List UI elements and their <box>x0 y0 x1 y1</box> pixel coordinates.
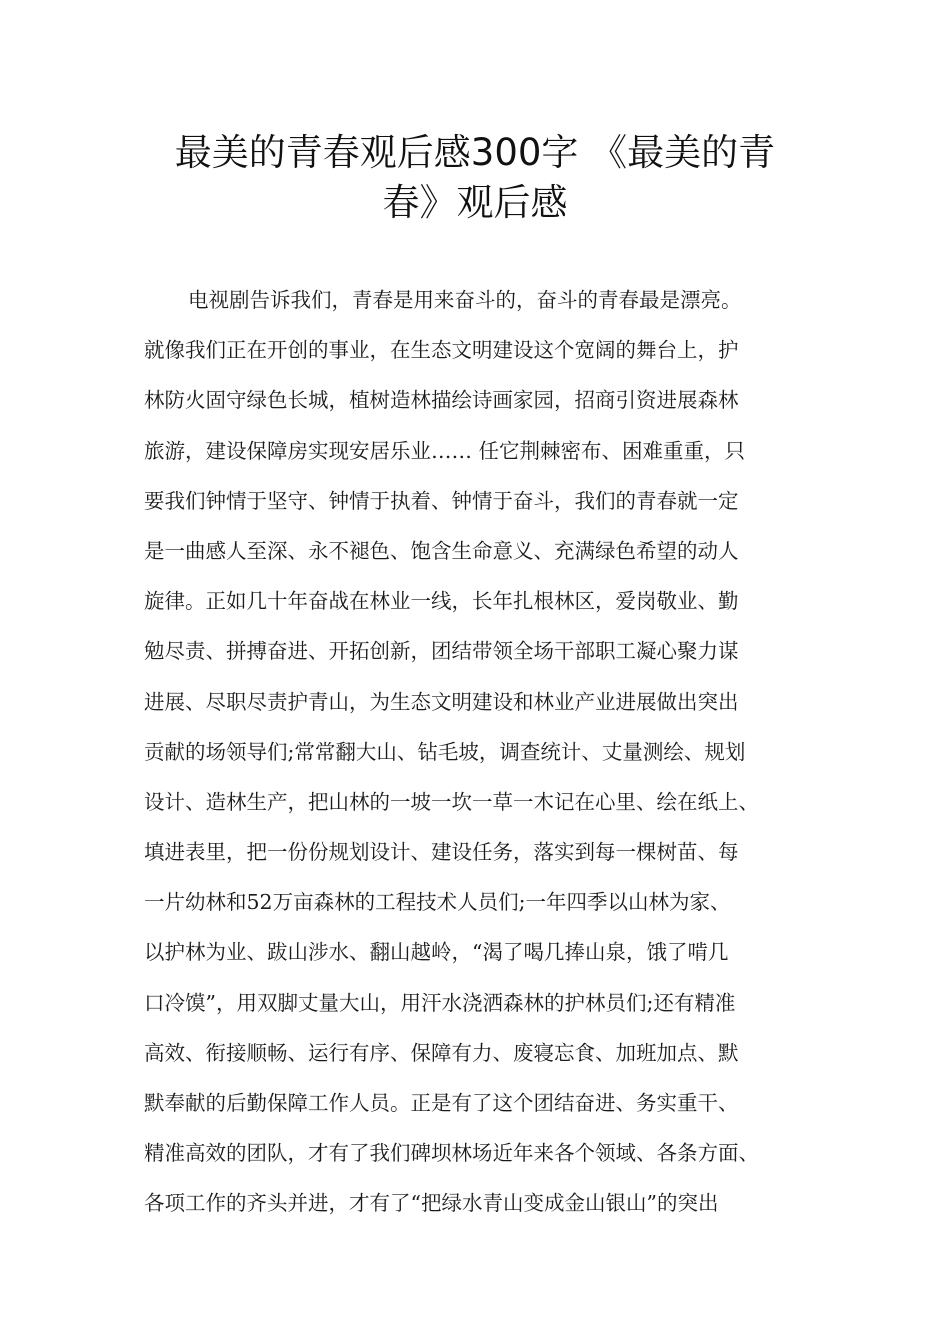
body-line: 贡献的场领导们;常常翻大山、钻毛坡，调查统计、丈量测绘、规划 <box>144 739 746 764</box>
body-line: 旅游，建设保障房实现安居乐业…… 任它荆棘密布、困难重重，只 <box>144 438 746 463</box>
body-line: 以护林为业、跋山涉水、翻山越岭，“渴了喝几捧山泉，饿了啃几 <box>144 940 729 965</box>
body-line: 精准高效的团队，才有了我们碑坝林场近年来各个领域、各条方面、 <box>144 1141 759 1166</box>
title-line-1: 最美的青春观后感300字 《最美的青 <box>174 131 776 174</box>
document-title <box>120 128 830 228</box>
body-line: 填进表里，把一份份规划设计、建设任务，落实到每一棵树苗、每 <box>144 840 739 865</box>
title-line-2: 春》观后感 <box>382 181 568 224</box>
body-line: 要我们钟情于坚守、钟情于执着、钟情于奋斗，我们的青春就一定 <box>144 488 739 513</box>
body-line: 各项工作的齐头并进，才有了“把绿水青山变成金山银山”的突出 <box>144 1191 719 1216</box>
body-line: 林防火固守绿色长城，植树造林描绘诗画家园，招商引资进展森林 <box>144 388 739 413</box>
document-body <box>144 275 824 1229</box>
body-line: 设计、造林生产，把山林的一坡一坎一草一木记在心里、绘在纸上、 <box>144 789 759 814</box>
body-line: 电视剧告诉我们，青春是用来奋斗的，奋斗的青春最是漂亮。 <box>188 288 742 312</box>
body-line: 高效、衔接顺畅、运行有序、保障有力、废寝忘食、加班加点、默 <box>144 1040 739 1065</box>
body-line: 一片幼林和52万亩森林的工程技术人员们;一年四季以山林为家、 <box>144 890 731 915</box>
body-line: 口冷馍”，用双脚丈量大山，用汗水浇洒森林的护林员们;还有精准 <box>144 990 736 1015</box>
body-line: 勉尽责、拼搏奋进、开拓创新，团结带领全场干部职工凝心聚力谋 <box>144 639 739 664</box>
body-line: 默奉献的后勤保障工作人员。正是有了这个团结奋进、务实重干、 <box>144 1091 739 1115</box>
body-line: 旋律。正如几十年奋战在林业一线，长年扎根林区，爱岗敬业、勤 <box>144 589 739 614</box>
body-line: 是一曲感人至深、永不褪色、饱含生命意义、充满绿色希望的动人 <box>144 538 739 563</box>
body-line: 进展、尽职尽责护青山，为生态文明建设和林业产业进展做出突出 <box>144 689 739 714</box>
body-line: 就像我们正在开创的事业，在生态文明建设这个宽阔的舞台上，护 <box>144 338 739 363</box>
